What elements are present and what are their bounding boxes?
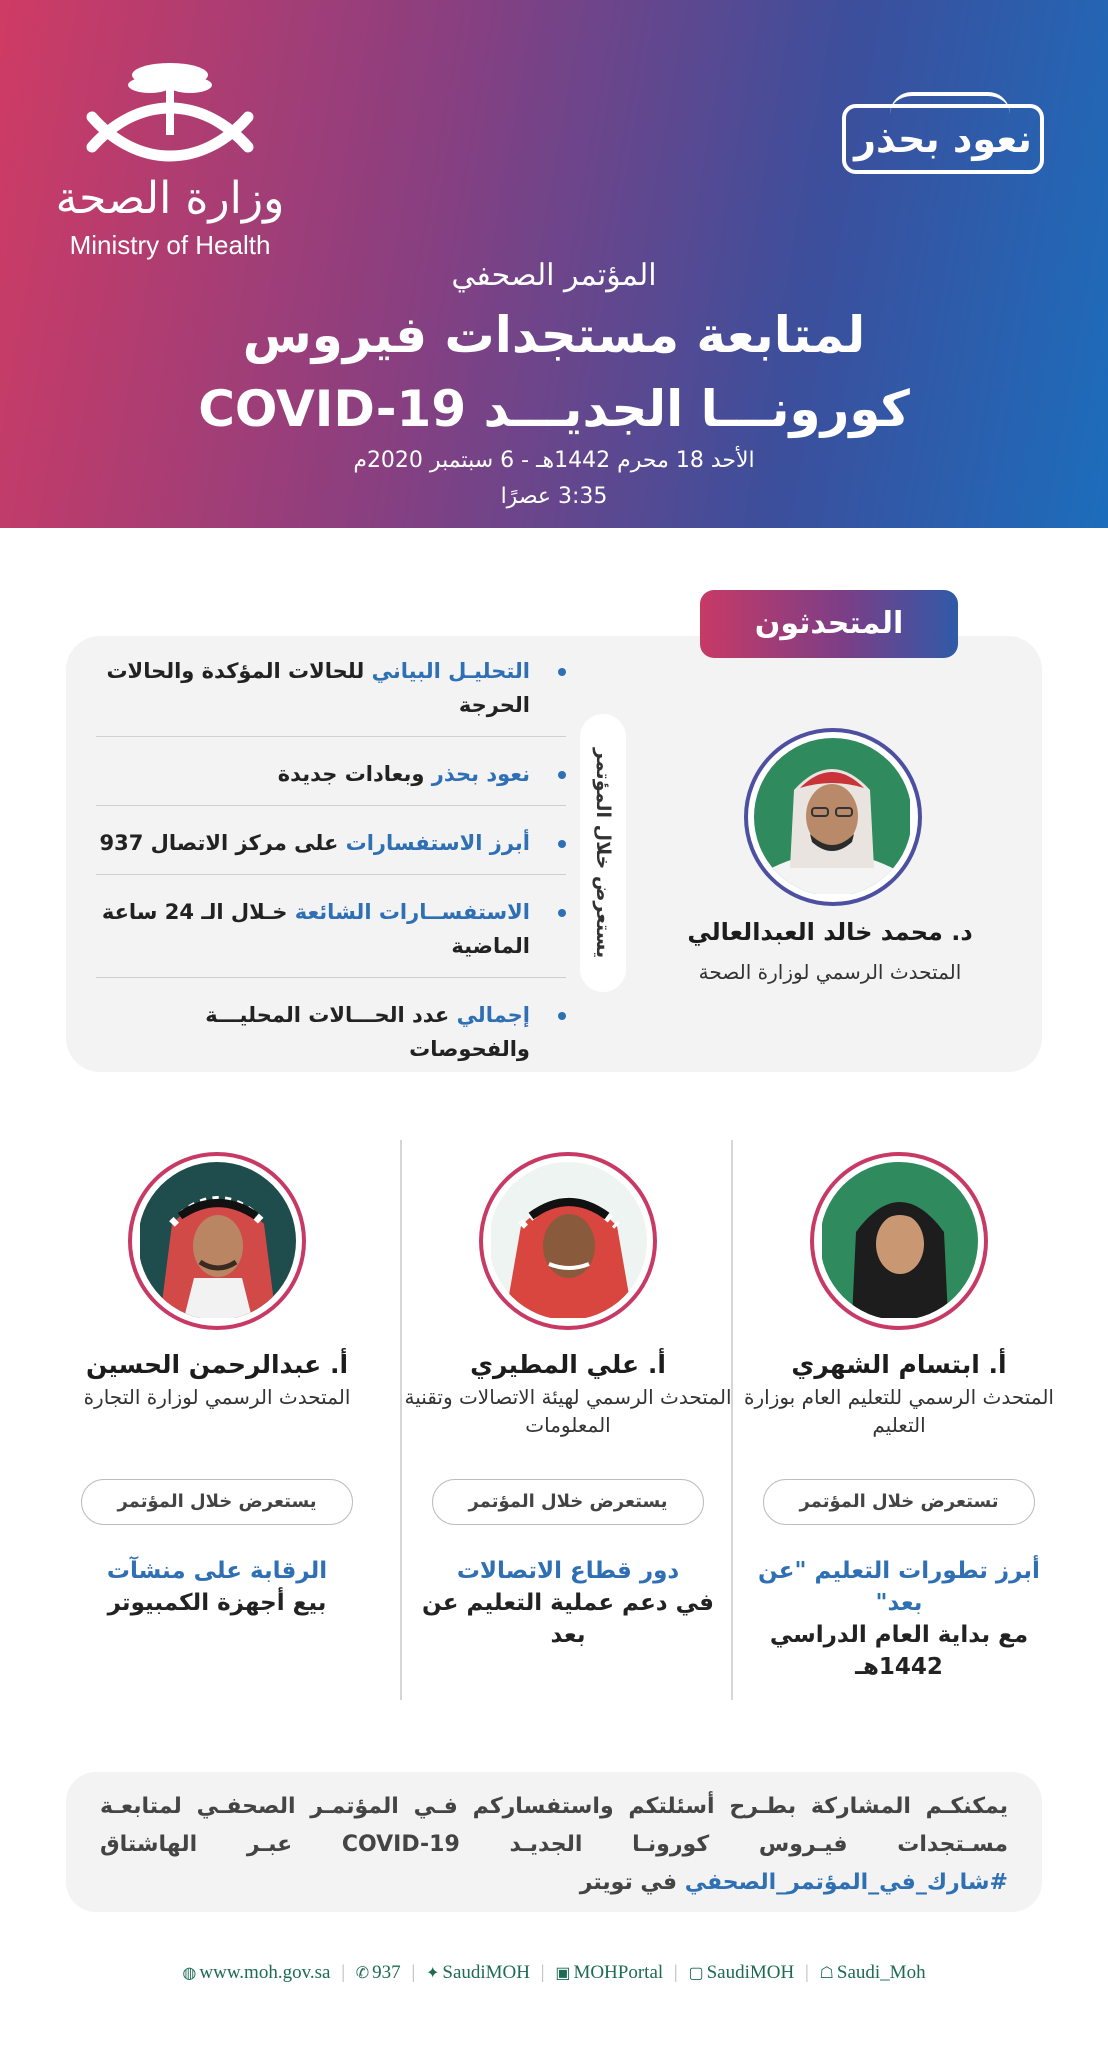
- speaker-card: [734, 1152, 1064, 1683]
- avatar: [479, 1152, 657, 1330]
- phone-icon: ✆: [355, 1965, 370, 1982]
- campaign-badge: [842, 104, 1044, 174]
- list-item: [96, 751, 566, 806]
- speaker-role: المتحدث الرسمي لوزارة التجارة: [83, 1385, 351, 1409]
- footer-phone[interactable]: 937: [372, 1962, 401, 1983]
- palm-swords-icon: [78, 55, 262, 167]
- topic-highlight: التحليـل البياني: [371, 659, 530, 683]
- hashtag-link[interactable]: #شارك_في_المؤتمر_الصحفي: [684, 1870, 1008, 1895]
- badge-arc: [890, 92, 1010, 114]
- portrait-image: [138, 1162, 296, 1320]
- speaker-name: أ. ابتسام الشهري: [791, 1350, 1007, 1379]
- conference-time: 3:35 عصرًا: [500, 484, 608, 509]
- ministry-logo: [50, 55, 290, 265]
- avatar: [128, 1152, 306, 1330]
- portrait-image: [820, 1162, 978, 1320]
- speakers-tab: المتحدثون: [700, 590, 958, 658]
- main-speaker-name: د. محمد خالد العبدالعالي: [687, 918, 973, 946]
- conference-date: الأحد 18 محرم 1442هـ - 6 سبتمبر 2020م: [353, 448, 755, 473]
- topic-text: خـلال الـ 24 ساعة الماضية: [101, 900, 530, 958]
- presents-label-vertical: [580, 714, 626, 992]
- speaker-role: المتحدث الرسمي للتعليم العام بوزارة التعليم: [744, 1385, 1054, 1437]
- participation-note: [66, 1772, 1042, 1912]
- list-item: [96, 889, 566, 978]
- footer-separator: |: [411, 1962, 416, 1983]
- speaker-topic-body: في دعم عملية التعليم عن بعد: [422, 1590, 714, 1648]
- globe-icon: ◍: [182, 1965, 197, 1982]
- list-item: [96, 648, 566, 737]
- campaign-badge-label: نعود بحذر: [854, 117, 1032, 161]
- footer-separator: |: [540, 1962, 545, 1983]
- list-item: [96, 992, 566, 1080]
- topics-list: [96, 648, 566, 1094]
- footer-twitter[interactable]: SaudiMOH: [442, 1962, 530, 1983]
- presents-pill: تستعرض خلال المؤتمر: [763, 1479, 1035, 1525]
- presents-label-text: يستعرض خلال المؤتمر: [592, 747, 614, 959]
- portrait-image: [489, 1162, 647, 1320]
- conference-title-line1: لمتابعة مستجدات فيروس: [242, 306, 866, 364]
- conference-title-line2: كورونـــا الجديـــد COVID-19: [198, 380, 910, 438]
- note-suffix: في تويتر: [579, 1870, 685, 1895]
- speaker-topic-body: بيع أجهزة الكمبيوتر: [107, 1590, 327, 1616]
- speaker-topic-title: الرقابة على منشآت: [106, 1558, 328, 1584]
- speaker-name: أ. علي المطيري: [470, 1350, 666, 1379]
- conference-label: المؤتمر الصحفي: [451, 258, 657, 293]
- speaker-card: [403, 1152, 733, 1651]
- avatar-main-speaker: [744, 728, 922, 906]
- bullet-icon: [558, 840, 566, 848]
- topic-text: للحالات المؤكدة والحالات الحرجة: [106, 659, 530, 717]
- ministry-name-arabic: وزارة الصحة: [55, 173, 285, 224]
- footer-separator: |: [673, 1962, 678, 1983]
- header-banner: [0, 0, 1108, 528]
- topic-highlight: إجمالي: [456, 1003, 530, 1027]
- facebook-icon: ▢: [688, 1965, 704, 1982]
- topic-highlight: نعود بحذر: [431, 762, 530, 786]
- footer-facebook[interactable]: SaudiMOH: [706, 1962, 795, 1983]
- bullet-icon: [558, 909, 566, 917]
- portrait-image: [754, 738, 912, 896]
- ministry-name-english: Ministry of Health: [69, 230, 271, 260]
- snapchat-icon: ☖: [819, 1965, 834, 1982]
- footer-contacts: [0, 1962, 1108, 1984]
- speaker-topic-title: دور قطاع الاتصالات: [456, 1558, 680, 1584]
- bullet-icon: [558, 1012, 566, 1020]
- footer-snapchat[interactable]: Saudi_Moh: [836, 1962, 926, 1983]
- topic-text: عدد الحـــالات المحليـــة والفحوصات: [205, 1003, 530, 1061]
- topic-highlight: الاستفســارات الشائعة: [294, 900, 530, 924]
- speaker-topic-title: أبرز تطورات التعليم "عن بعد": [758, 1558, 1040, 1616]
- column-divider: [400, 1140, 402, 1700]
- note-text: يمكنكـم المشاركة بطـرح أسئلتكم واستفساركم فـي المؤتمـر الصحفـي لمتابعـة مسـتجدات فيـروس كورونـا الجديـد COVID-19 عبـر الهاشتاق: [100, 1794, 1008, 1857]
- footer-youtube[interactable]: MOHPortal: [573, 1962, 664, 1983]
- footer-separator: |: [341, 1962, 345, 1983]
- avatar: [810, 1152, 988, 1330]
- speaker-role: المتحدث الرسمي لهيئة الاتصالات وتقنية المعلومات: [404, 1385, 732, 1437]
- footer-separator: |: [804, 1962, 809, 1983]
- speaker-name: أ. عبدالرحمن الحسين: [85, 1350, 349, 1379]
- topic-text: على مركز الاتصال 937: [99, 831, 346, 855]
- speaker-topic-body: مع بداية العام الدراسي 1442هـ: [769, 1622, 1029, 1680]
- presents-pill: يستعرض خلال المؤتمر: [81, 1479, 353, 1525]
- topic-text: وبعادات جديدة: [277, 762, 432, 786]
- footer-website[interactable]: www.moh.gov.sa: [199, 1962, 331, 1983]
- list-item: [96, 820, 566, 875]
- topic-highlight: أبرز الاستفسارات: [345, 831, 530, 855]
- bullet-icon: [558, 771, 566, 779]
- bullet-icon: [558, 668, 566, 676]
- twitter-icon: ✦: [425, 1965, 440, 1982]
- youtube-icon: ▣: [555, 1965, 571, 1982]
- main-speaker-role: المتحدث الرسمي لوزارة الصحة: [698, 960, 962, 984]
- speaker-card: [52, 1152, 382, 1619]
- presents-pill: يستعرض خلال المؤتمر: [432, 1479, 704, 1525]
